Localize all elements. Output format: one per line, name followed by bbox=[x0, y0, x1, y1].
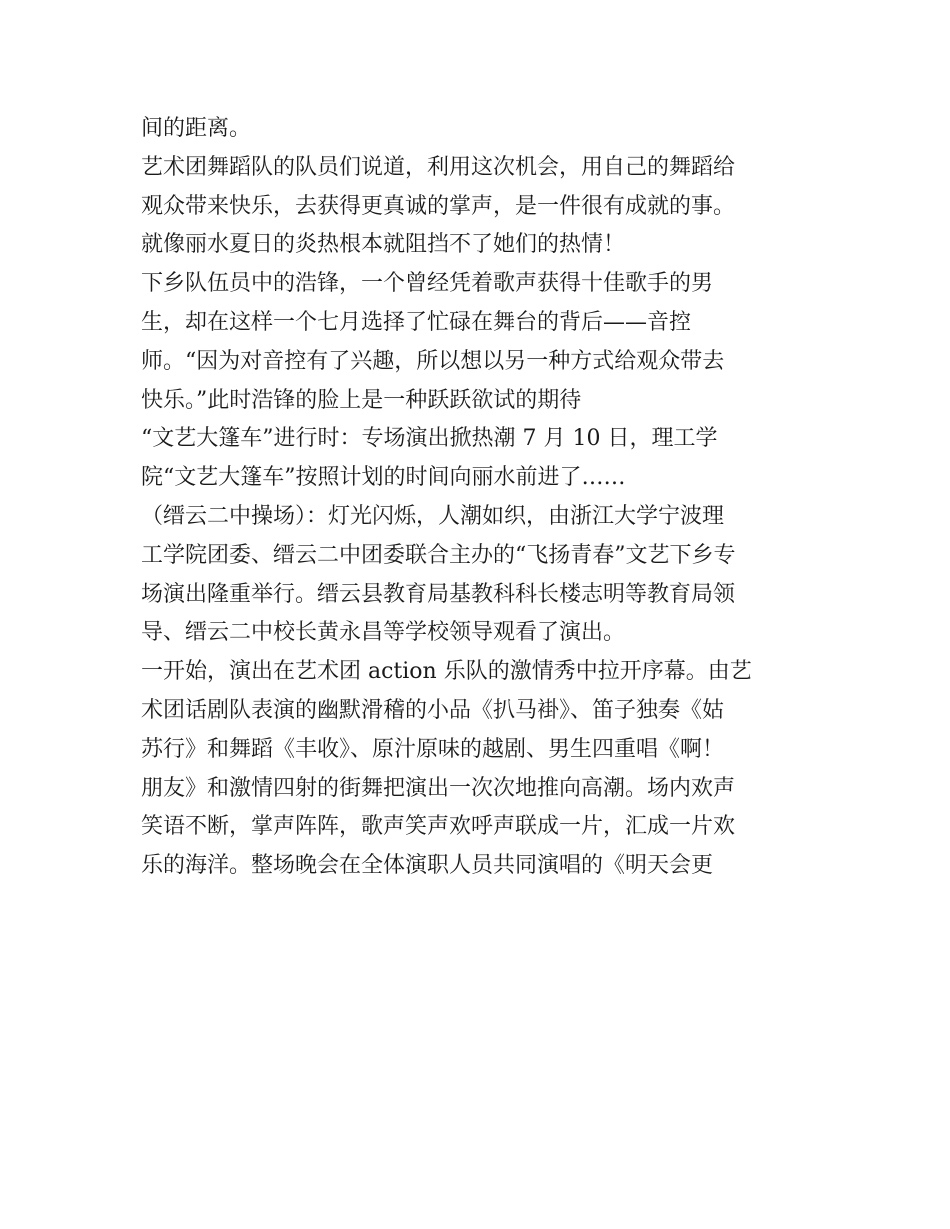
text-line-5: 下乡队伍员中的浩锋，一个曾经凭着歌声获得十佳歌手的男 bbox=[141, 271, 714, 297]
text-line-20: 乐的海洋。整场晚会在全体演职人员共同演唱的《明天会更 bbox=[141, 853, 714, 879]
text-line-16: 术团话剧队表演的幽默滑稽的小品《扒马褂》、笛子独奏《姑 bbox=[141, 697, 725, 723]
text-line-14: 导、缙云二中校长黄永昌等学校领导观看了演出。 bbox=[141, 620, 626, 646]
text-line-7: 师。“因为对音控有了兴趣，所以想以另一种方式给观众带去 bbox=[141, 348, 725, 374]
text-line-8: 快乐。”此时浩锋的脸上是一种跃跃欲试的期待 bbox=[141, 387, 582, 413]
text-line-4: 就像丽水夏日的炎热根本就阻挡不了她们的热情！ bbox=[141, 232, 626, 258]
text-line-15: 一开始，演出在艺术团 action 乐队的激情秀中拉开序幕。由艺 bbox=[141, 659, 752, 685]
text-line-11: （缙云二中操场）：灯光闪烁，人潮如织，由浙江大学宁波理 bbox=[141, 503, 725, 529]
body-text bbox=[141, 110, 821, 886]
text-line-2: 艺术团舞蹈队的队员们说道，利用这次机会，用自己的舞蹈给 bbox=[141, 154, 736, 180]
text-line-10: 院“文艺大篷车”按照计划的时间向丽水前进了…… bbox=[141, 465, 626, 491]
text-line-9: “文艺大篷车”进行时：专场演出掀热潮 7 月 10 日，理工学 bbox=[141, 426, 718, 452]
text-line-1: 间的距离。 bbox=[141, 116, 252, 141]
text-line-6: 生，却在这样一个七月选择了忙碌在舞台的背后——音控 bbox=[141, 309, 692, 335]
text-line-18: 朋友》和激情四射的街舞把演出一次次地推向高潮。场内欢声 bbox=[141, 775, 736, 801]
text-line-12: 工学院团委、缙云二中团委联合主办的“飞扬青春”文艺下乡专 bbox=[141, 542, 736, 568]
text-line-17: 苏行》和舞蹈《丰收》、原汁原味的越剧、男生四重唱《啊！ bbox=[141, 736, 725, 762]
text-line-13: 场演出隆重举行。缙云县教育局基教科科长楼志明等教育局领 bbox=[141, 581, 736, 607]
text-line-3: 观众带来快乐，去获得更真诚的掌声，是一件很有成就的事。 bbox=[141, 193, 736, 219]
text-line-19: 笑语不断，掌声阵阵，歌声笑声欢呼声联成一片，汇成一片欢 bbox=[141, 814, 736, 840]
